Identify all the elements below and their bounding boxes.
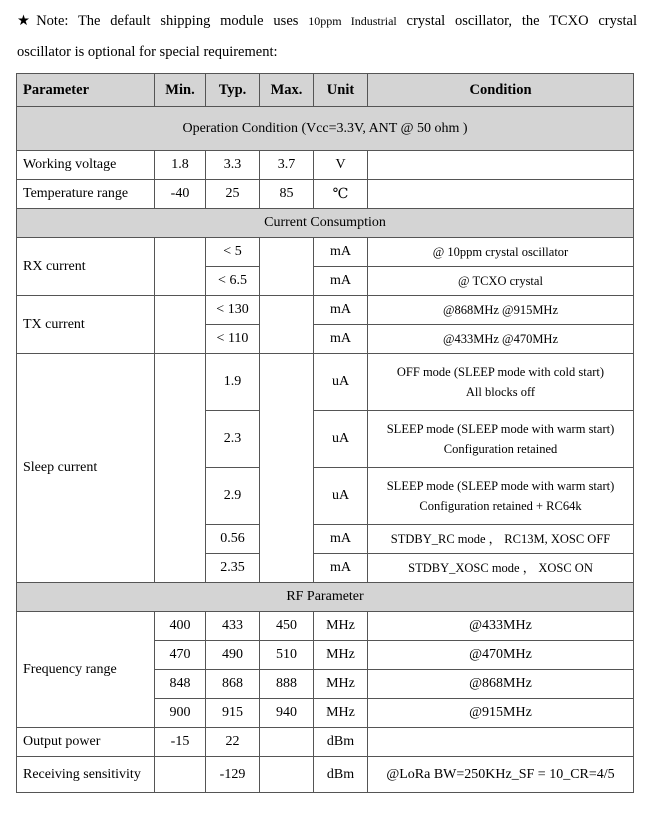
typ-cell: 868 [206, 670, 260, 699]
note-text-1: Note: The default shipping module uses [36, 13, 309, 29]
unit-cell: uA [314, 468, 368, 525]
condition-line-2: All blocks off [465, 385, 536, 399]
condition-cell [368, 151, 634, 180]
typ-cell: 433 [206, 612, 260, 641]
note-text-line2: oscillator is optional for special requirement: [17, 44, 278, 60]
section-title: RF Parameter [17, 583, 634, 612]
typ-cell: 25 [206, 180, 260, 209]
max-cell: 940 [260, 699, 314, 728]
condition-line-1: SLEEP mode (SLEEP mode with warm start) [386, 479, 615, 493]
unit-cell: mA [314, 238, 368, 267]
header-row [17, 74, 634, 107]
table-row [17, 728, 634, 757]
condition-cell: @868MHz @915MHz [368, 296, 634, 325]
header-min: Min. [155, 74, 206, 107]
unit-cell: MHz [314, 670, 368, 699]
condition-cell: STDBY_RC mode ， RC13M, XOSC OFF [368, 525, 634, 554]
min-cell: 900 [155, 699, 206, 728]
param-cell: TX current [17, 296, 155, 354]
max-cell [260, 296, 314, 354]
condition-cell: @868MHz [368, 670, 634, 699]
table-row [17, 296, 634, 325]
condition-cell: @ 10ppm crystal oscillator [368, 238, 634, 267]
header-condition: Condition [368, 74, 634, 107]
unit-cell: dBm [314, 728, 368, 757]
condition-cell [368, 728, 634, 757]
typ-cell: < 5 [206, 238, 260, 267]
param-cell: Output power [17, 728, 155, 757]
condition-line-2: Configuration retained [443, 442, 558, 456]
condition-cell: STDBY_XOSC mode ， XOSC ON [368, 554, 634, 583]
note-text-2: crystal oscillator, the TCXO crystal [396, 13, 638, 29]
min-cell: -15 [155, 728, 206, 757]
max-cell: 450 [260, 612, 314, 641]
table-row [17, 354, 634, 411]
param-cell: Receiving sensitivity [17, 757, 155, 793]
table-row [17, 238, 634, 267]
table-row [17, 151, 634, 180]
unit-cell: mA [314, 554, 368, 583]
typ-cell: < 130 [206, 296, 260, 325]
max-cell: 510 [260, 641, 314, 670]
typ-cell: < 110 [206, 325, 260, 354]
unit-cell: V [314, 151, 368, 180]
section-title: Current Consumption [17, 209, 634, 238]
min-cell [155, 296, 206, 354]
max-cell: 3.7 [260, 151, 314, 180]
star-icon: ★ [17, 13, 37, 29]
min-cell: 848 [155, 670, 206, 699]
section-operation [17, 107, 634, 151]
param-cell: Frequency range [17, 612, 155, 728]
unit-cell: mA [314, 296, 368, 325]
typ-cell: 2.3 [206, 411, 260, 468]
min-cell [155, 757, 206, 793]
unit-cell: mA [314, 525, 368, 554]
typ-cell: 2.9 [206, 468, 260, 525]
typ-cell: < 6.5 [206, 267, 260, 296]
condition-cell: @470MHz [368, 641, 634, 670]
min-cell: 400 [155, 612, 206, 641]
param-cell: Temperature range [17, 180, 155, 209]
min-cell: 1.8 [155, 151, 206, 180]
max-cell: 85 [260, 180, 314, 209]
header-max: Max. [260, 74, 314, 107]
typ-cell: 3.3 [206, 151, 260, 180]
unit-cell: mA [314, 325, 368, 354]
condition-cell: @915MHz [368, 699, 634, 728]
note-paragraph [17, 6, 637, 68]
condition-cell [368, 180, 634, 209]
table-row [17, 612, 634, 641]
param-cell: Sleep current [17, 354, 155, 583]
condition-cell [368, 354, 634, 411]
unit-cell: MHz [314, 641, 368, 670]
section-rf [17, 583, 634, 612]
max-cell [260, 728, 314, 757]
condition-cell: @ TCXO crystal [368, 267, 634, 296]
min-cell: -40 [155, 180, 206, 209]
table-row [17, 757, 634, 793]
header-parameter: Parameter [17, 74, 155, 107]
condition-cell: @433MHz [368, 612, 634, 641]
max-cell [260, 757, 314, 793]
min-cell: 470 [155, 641, 206, 670]
param-cell: Working voltage [17, 151, 155, 180]
typ-cell: 915 [206, 699, 260, 728]
section-current [17, 209, 634, 238]
typ-cell: 2.35 [206, 554, 260, 583]
unit-cell: uA [314, 354, 368, 411]
min-cell [155, 354, 206, 583]
max-cell: 888 [260, 670, 314, 699]
note-text-small: 10ppm Industrial [308, 14, 397, 28]
condition-line-1: SLEEP mode (SLEEP mode with warm start) [386, 422, 615, 436]
unit-cell: mA [314, 267, 368, 296]
condition-cell: @433MHz @470MHz [368, 325, 634, 354]
unit-cell: uA [314, 411, 368, 468]
unit-cell: ℃ [314, 180, 368, 209]
header-typ: Typ. [206, 74, 260, 107]
section-title: Operation Condition (Vcc=3.3V, ANT @ 50 ohm ) [17, 107, 634, 151]
header-unit: Unit [314, 74, 368, 107]
condition-cell [368, 468, 634, 525]
typ-cell: 22 [206, 728, 260, 757]
typ-cell: 1.9 [206, 354, 260, 411]
typ-cell: 490 [206, 641, 260, 670]
table-row [17, 180, 634, 209]
unit-cell: dBm [314, 757, 368, 793]
min-cell [155, 238, 206, 296]
spec-table [16, 73, 634, 793]
typ-cell: 0.56 [206, 525, 260, 554]
unit-cell: MHz [314, 699, 368, 728]
condition-cell: @LoRa BW=250KHz_SF = 10_CR=4/5 [368, 757, 634, 793]
condition-cell [368, 411, 634, 468]
max-cell [260, 238, 314, 296]
typ-cell: -129 [206, 757, 260, 793]
condition-line-2: Configuration retained + RC64k [419, 499, 582, 513]
max-cell [260, 354, 314, 583]
condition-line-1: OFF mode (SLEEP mode with cold start) [396, 365, 605, 379]
param-cell: RX current [17, 238, 155, 296]
unit-cell: MHz [314, 612, 368, 641]
